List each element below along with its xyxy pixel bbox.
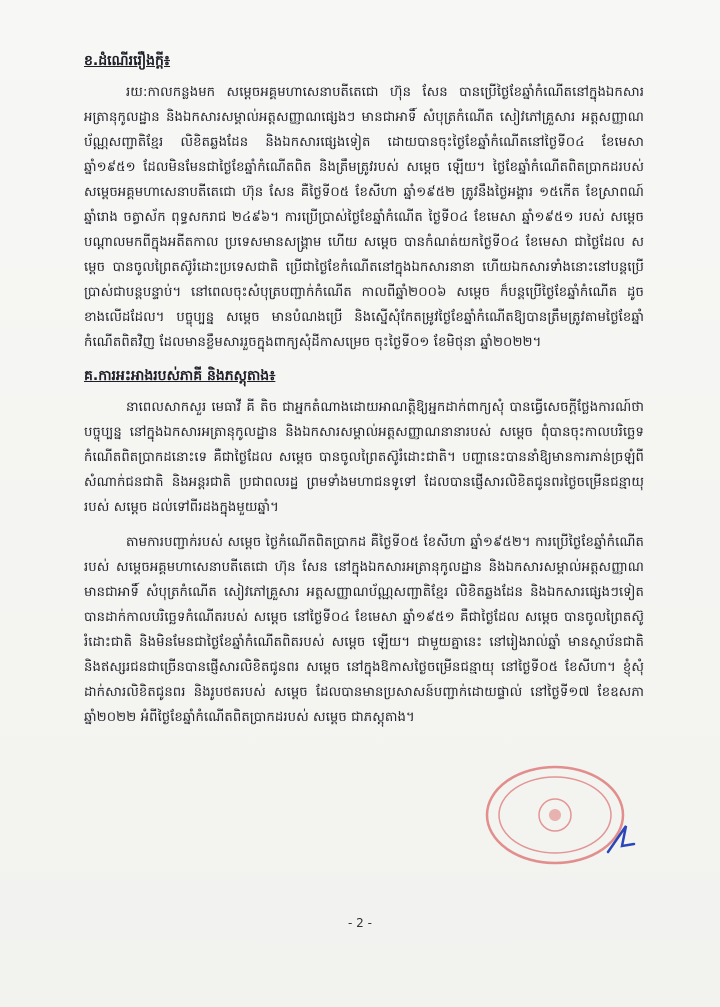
- section-c-paragraph-2: តាមការបញ្ជាក់របស់ សម្តេច ថ្ងៃកំណើតពិតប្រាកដ គឺថ្ងៃទី០៥ ខែសីហា ឆ្នាំ១៩៥២។ ការប្រើថ្ងៃខែឆ្នាំកំណើតរបស់ សម្តេចអគ្គមហាសេនាបតីតេជោ ហ៊ុន សែន នៅក្នុងឯកសារអត្រានុកូលដ្ឋាន និងឯកសារសម្គាល់អត្តសញ្ញាណ មានជាអាទិ៍ សំបុត្រកំណើត សៀវភៅគ្រួសារ អត្តសញ្ញាណប័ណ្ណសញ្ជាតិខ្មែរ លិខិតឆ្លងដែន និងឯកសារផ្សេងៗទៀត បានដាក់កាលបរិច្ឆេទកំណើតរបស់ សម្តេច នៅថ្ងៃទី០៤ ខែមេសា ឆ្នាំ១៩៥១ គឺជាថ្ងៃដែល សម្តេច បានចូលព្រៃតស៊ូរំដោះជាតិ និងមិនមែនជាថ្ងៃខែឆ្នាំកំណើតពិតរបស់ សម្តេច ឡើយ។ ជាមួយគ្នានេះ នៅរៀងរាល់ឆ្នាំ មានស្ថាប័នជាតិ និងឥស្សរជនជាច្រើនបានផ្ញើសារលិខិតជូនពរ សម្តេច នៅក្នុងឱកាសថ្ងៃចម្រើនជន្មាយុ នៅថ្ងៃទី០៥ ខែសីហា។ ខ្ញុំសុំដាក់សារលិខិតជូនពរ និងរូបថតរបស់ សម្តេច ដែលបានមានប្រសាសន៍បញ្ជាក់ដោយផ្ទាល់ នៅថ្ងៃទី១៧ ខែឧសភា ឆ្នាំ២០២២ អំពីថ្ងៃខែឆ្នាំកំណើតពិតប្រាកដរបស់ សម្តេច ជាភស្តុតាង។: [84, 535, 644, 725]
- section-b-heading: ខ.ដំណើររឿងក្តី៖: [84, 53, 171, 69]
- document-body: [84, 50, 644, 740]
- section-c-heading: គ.ការអះអាងរបស់ភាគី និងភស្តុតាង៖: [84, 368, 276, 384]
- section-c-paragraph-1: នាពេលសាកសួរ មេធាវី គី តិច ជាអ្នកតំណាងដោយអាណត្តិឱ្យអ្នកដាក់ពាក្យសុំ បានធ្វើសេចក្តីថ្លែងការណ៍ថា បច្ចុប្បន្ន នៅក្នុងឯកសារអត្រានុកូលដ្ឋាន និងឯកសារសម្គាល់អត្តសញ្ញាណនានារបស់ សម្តេច ពុំបានចុះកាលបរិច្ឆេទកំណើតពិតប្រាកដនោះទេ គឺជាថ្ងៃដែល សម្តេច បានចូលព្រៃតស៊ូរំដោះជាតិ។ បញ្ហានេះបាននាំឱ្យមានការភាន់ច្រឡំពីសំណាក់ជនជាតិ និងអន្តរជាតិ ប្រជាពលរដ្ឋ ព្រមទាំងមហាជនទូទៅ ដែលបានផ្ញើសារលិខិតជូនពរថ្ងៃចម្រើនជន្មាយុរបស់ សម្តេច ដល់ទៅពីរដងក្នុងមួយឆ្នាំ។: [84, 400, 644, 515]
- page-number: - 2 -: [348, 916, 372, 930]
- signature-mark: [600, 822, 640, 862]
- section-b-paragraph: រយ:កាលកន្លងមក សម្តេចអគ្គមហាសេនាបតីតេជោ ហ៊ុន សែន បានប្រើថ្ងៃខែឆ្នាំកំណើតនៅក្នុងឯកសារអត្រានុកូលដ្ឋាន និងឯកសារសម្គាល់អត្តសញ្ញាណផ្សេងៗ មានជាអាទិ៍ សំបុត្រកំណើត សៀវភៅគ្រួសារ អត្តសញ្ញាណប័ណ្ណសញ្ជាតិខ្មែរ លិខិតឆ្លងដែន និងឯកសារផ្សេងទៀត ដោយបានចុះថ្ងៃខែឆ្នាំកំណើតនៅថ្ងៃទី០៤ ខែមេសា ឆ្នាំ១៩៥១ ដែលមិនមែនជាថ្ងៃខែឆ្នាំកំណើតពិត និងត្រឹមត្រូវរបស់ សម្តេច ឡើយ។ ថ្ងៃខែឆ្នាំកំណើតពិតប្រាកដរបស់ សម្តេចអគ្គមហាសេនាបតីតេជោ ហ៊ុន សែន គឺថ្ងៃទី០៥ ខែសីហា ឆ្នាំ១៩៥២ ត្រូវនឹងថ្ងៃអង្គារ ១៥កើត ខែស្រាពណ៍ ឆ្នាំរោង ចត្វាស័ក ពុទ្ធសករាជ ២៤៩៦។ ការប្រើប្រាស់ថ្ងៃខែឆ្នាំកំណើត ថ្ងៃទី០៤ ខែមេសា ឆ្នាំ១៩៥១ របស់ សម្តេច បណ្តាលមកពីក្នុងអតីតកាល ប្រទេសមានសង្គ្រាម ហើយ សម្តេច បានកំណត់យកថ្ងៃទី០៤ ខែមេសា ជាថ្ងៃដែល សម្តេច បានចូលព្រៃតស៊ូរំដោះប្រទេសជាតិ ប្រើជាថ្ងៃខែកំណើតនៅក្នុងឯកសារនានា ហើយឯកសារទាំងនោះនៅបន្តប្រើប្រាស់ជាបន្តបន្ទាប់។ នៅពេលចុះសំបុត្របញ្ជាក់កំណើត កាលពីឆ្នាំ២០០៦ សម្តេច ក៏បន្តប្រើថ្ងៃខែឆ្នាំកំណើត ដូចខាងលើដដែល។ បច្ចុប្បន្ន សម្តេច មានបំណងប្រើ និងស្នើសុំកែតម្រូវថ្ងៃខែឆ្នាំកំណើតឱ្យបានត្រឹមត្រូវតាមថ្ងៃខែឆ្នាំកំណើតពិតវិញ ដែលមានខ្លឹមសាររួចក្នុងពាក្យសុំដីកាសម្រេច ចុះថ្ងៃទី០១ ខែមិថុនា ឆ្នាំ២០២២។: [84, 85, 644, 350]
